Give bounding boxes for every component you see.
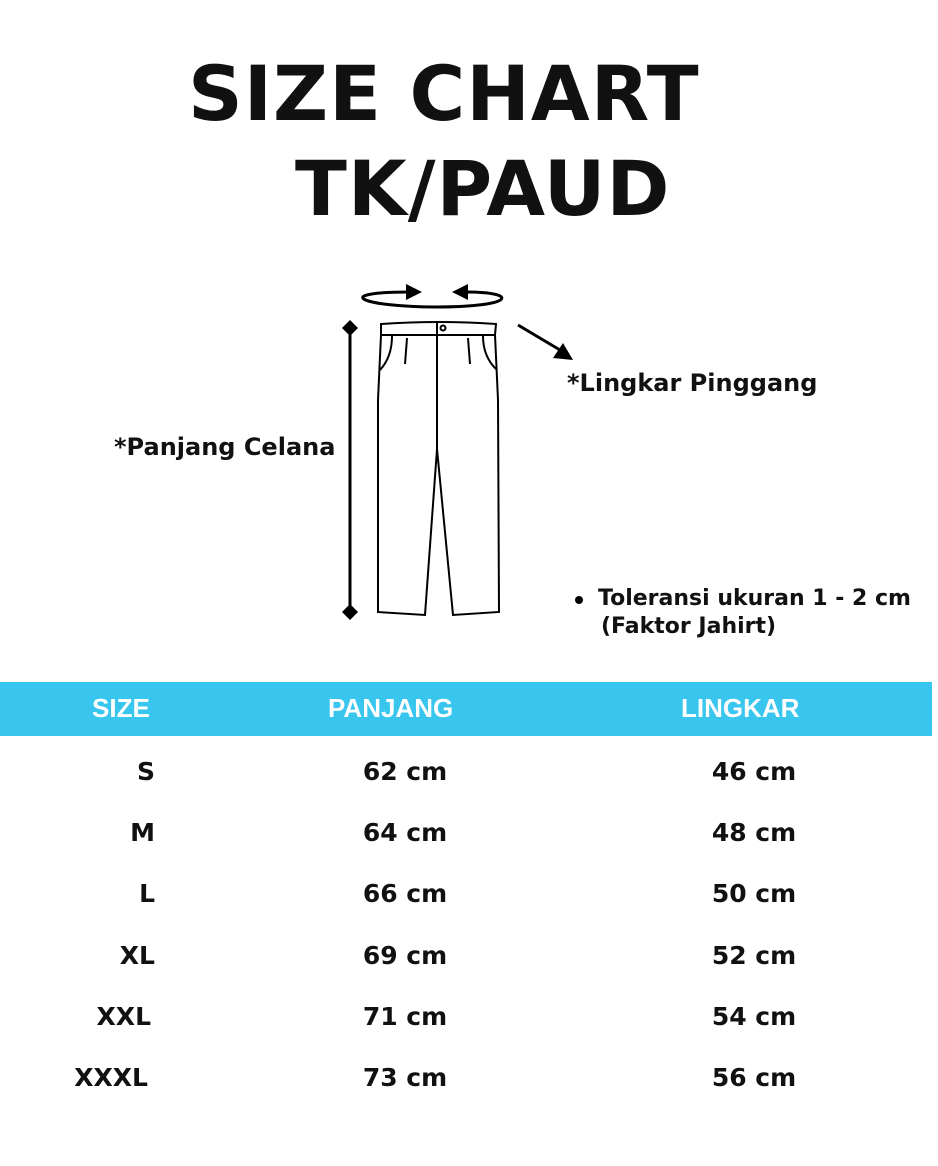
tolerance-note: Toleransi ukuran 1 - 2 cm bbox=[598, 586, 911, 611]
panjang-cell: 71 cm bbox=[362, 1002, 448, 1031]
panjang-cell: 73 cm bbox=[362, 1063, 448, 1092]
lingkar-cell: 54 cm bbox=[711, 1002, 797, 1031]
waist-label: *Lingkar Pinggang bbox=[567, 369, 818, 397]
header-panjang: PANJANG bbox=[328, 693, 454, 723]
title-line-2: TK/PAUD bbox=[295, 144, 671, 233]
lingkar-cell: 52 cm bbox=[711, 941, 797, 970]
lingkar-cell: 48 cm bbox=[711, 818, 797, 847]
panjang-cell: 69 cm bbox=[362, 941, 448, 970]
size-cell: XL bbox=[119, 941, 155, 970]
bullet-icon bbox=[575, 596, 583, 604]
size-cell: XXXL bbox=[74, 1063, 148, 1092]
size-cell: M bbox=[130, 818, 155, 847]
panjang-cell: 66 cm bbox=[362, 879, 448, 908]
length-label: *Panjang Celana bbox=[114, 433, 336, 461]
lingkar-cell: 50 cm bbox=[711, 879, 797, 908]
lingkar-cell: 56 cm bbox=[711, 1063, 797, 1092]
waist-arrow-icon bbox=[363, 292, 502, 307]
header-lingkar: LINGKAR bbox=[681, 693, 800, 723]
lingkar-cell: 46 cm bbox=[711, 757, 797, 786]
panjang-cell: 64 cm bbox=[362, 818, 448, 847]
size-cell: XXL bbox=[96, 1002, 151, 1031]
tolerance-note-detail: (Faktor Jahirt) bbox=[601, 614, 777, 639]
pants-icon bbox=[378, 322, 499, 615]
waist-pointer-arrow-icon bbox=[518, 325, 573, 360]
title-line-1: SIZE CHART bbox=[188, 49, 700, 138]
header-size: SIZE bbox=[92, 693, 150, 723]
length-arrow-icon bbox=[342, 320, 358, 620]
size-cell: L bbox=[139, 879, 155, 908]
size-cell: S bbox=[136, 757, 155, 786]
panjang-cell: 62 cm bbox=[362, 757, 448, 786]
